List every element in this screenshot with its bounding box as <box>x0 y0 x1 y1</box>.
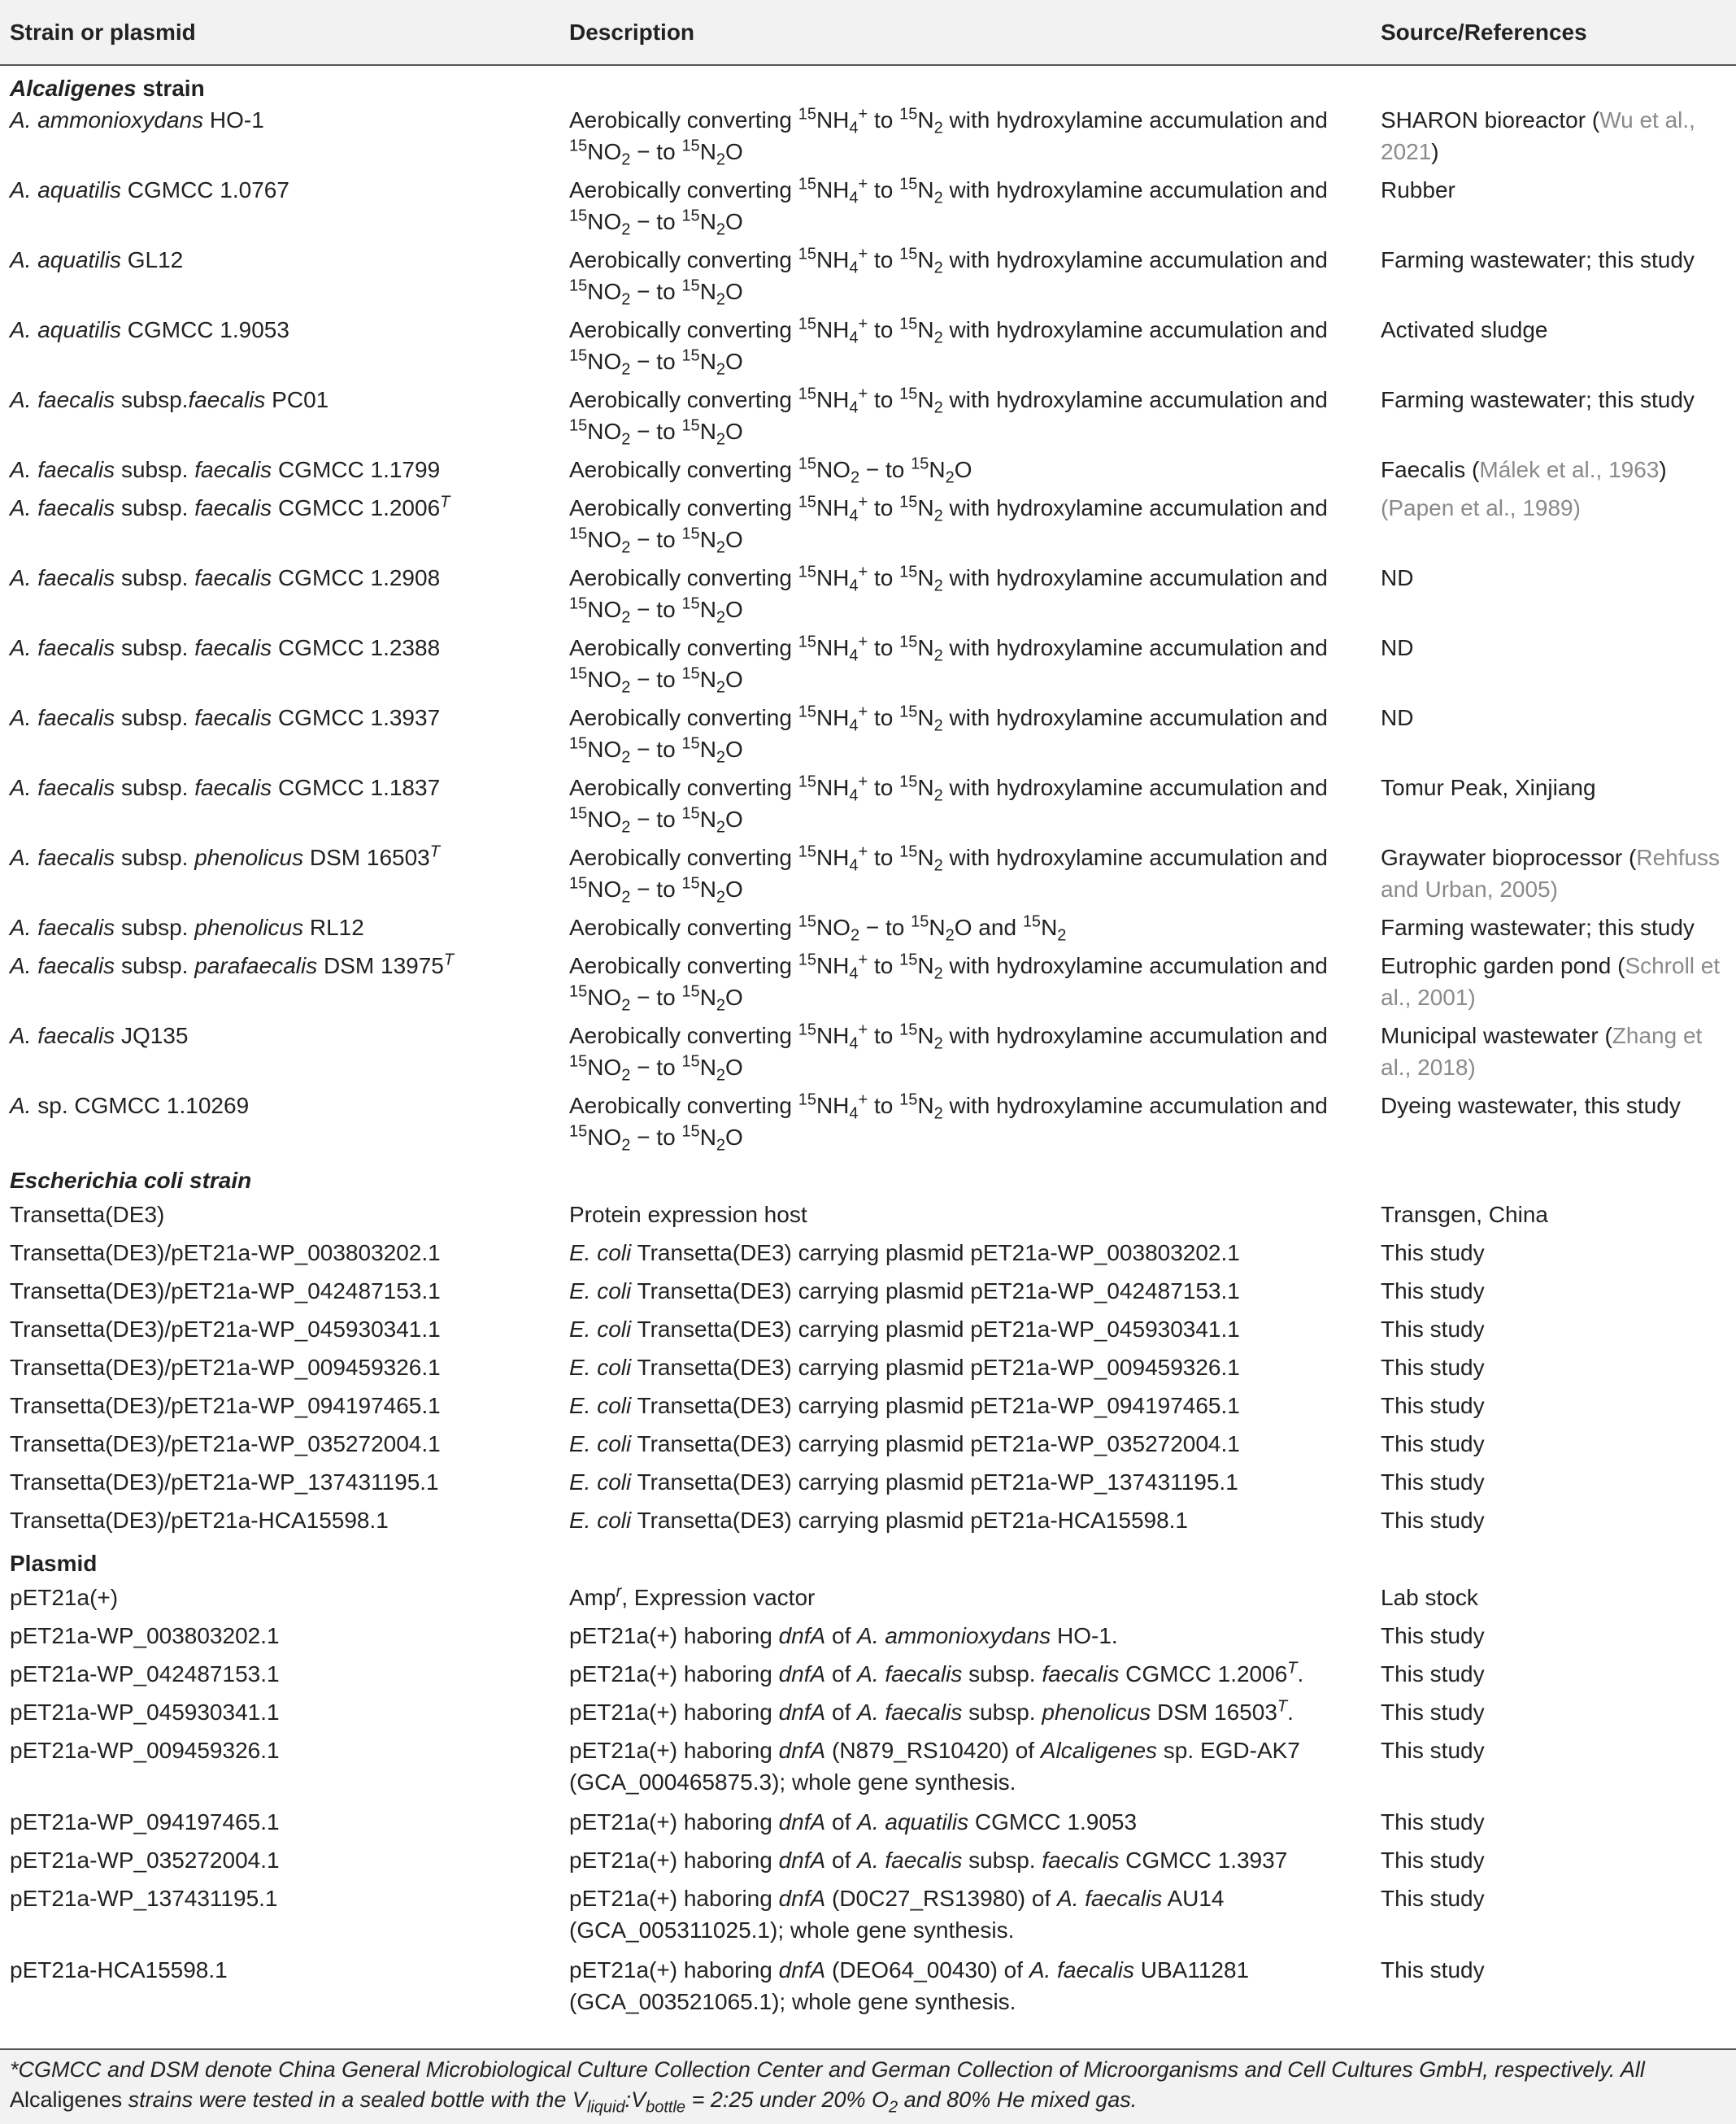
source-cell: Municipal wastewater (Zhang et al., 2018) <box>1381 1023 1703 1080</box>
description-cell: Protein expression host <box>569 1202 807 1227</box>
description-cell: Aerobically converting $^{15}NH_4^+$ to $^{15}N_2$ with hydroxylamine accumulation and $^{15}NO_2$ − to $^{15}N_2O$ <box>569 315 1328 379</box>
description-cell: Aerobically converting $^{15}NH_4^+$ to $^{15}N_2$ with hydroxylamine accumulation and $^{15}NO_2$ − to $^{15}N_2O$ <box>569 703 1328 767</box>
source-cell: Graywater bioprocessor (Rehfuss and Urban, 2005) <box>1381 845 1721 902</box>
description-cell: pET21a(+) haboring dnfA of A. faecalis subsp. faecalis CGMCC $1.2006^T$. <box>569 1659 1304 1687</box>
source-cell: This study <box>1381 1886 1485 1911</box>
table-row <box>0 1734 1736 1806</box>
strain-cell: A. faecalis subsp. faecalis CGMCC 1.3937 <box>10 705 441 730</box>
description-cell: E. coli Transetta(DE3) carrying plasmid pET21a-WP_009459326.1 <box>569 1355 1240 1380</box>
description-cell: Aerobically converting $^{15}NH_4^+$ to $^{15}N_2$ with hydroxylamine accumulation and $^{15}NO_2$ − to $^{15}N_2O$ <box>569 105 1328 169</box>
section-title: Plasmid <box>10 1551 98 1576</box>
source-cell: This study <box>1381 1431 1485 1456</box>
table-row <box>0 1428 1736 1466</box>
header-strain: Strain or plasmid <box>0 0 559 65</box>
type-strain-mark: T <box>429 842 440 861</box>
source-cell: This study <box>1381 1809 1485 1835</box>
description-cell: Aerobically converting $^{15}NH_4^+$ to $^{15}N_2$ with hydroxylamine accumulation and $^{15}NO_2$ − to $^{15}N_2O$ <box>569 245 1328 309</box>
table-header-row <box>0 0 1736 65</box>
source-cell: This study <box>1381 1508 1485 1533</box>
table-row <box>0 950 1736 1020</box>
strain-cell: A. sp. CGMCC 1.10269 <box>10 1093 250 1118</box>
source-cell: This study <box>1381 1957 1485 1983</box>
description-cell: Aerobically converting $^{15}NH_4^+$ to $^{15}N_2$ with hydroxylamine accumulation and $^{15}NO_2$ − to $^{15}N_2O$ <box>569 493 1328 557</box>
table-row <box>0 1882 1736 1954</box>
section-word: strain <box>136 76 205 101</box>
source-cell: ND <box>1381 705 1414 730</box>
table-row <box>0 1390 1736 1428</box>
reference-link[interactable]: Papen et al., 1989 <box>1388 495 1573 520</box>
strain-cell: A. faecalis subsp. faecalis CGMCC $1.2006^T$ <box>10 493 450 520</box>
strain-cell: pET21a(+) <box>10 1585 119 1610</box>
source-cell: This study <box>1381 1661 1485 1687</box>
header-source: Source/References <box>1371 0 1736 65</box>
description-cell: pET21a(+) haboring dnfA of A. faecalis subsp. phenolicus DSM $16503^T$. <box>569 1697 1294 1725</box>
table-row <box>0 1582 1736 1620</box>
source-cell: Farming wastewater; this study <box>1381 915 1695 940</box>
strain-cell: Transetta(DE3)/pET21a-WP_045930341.1 <box>10 1317 441 1342</box>
reference-link[interactable]: Málek et al., 1963 <box>1479 457 1660 482</box>
strain-cell: Transetta(DE3)/pET21a-WP_009459326.1 <box>10 1355 441 1380</box>
source-cell: This study <box>1381 1355 1485 1380</box>
table-row <box>0 384 1736 454</box>
strain-cell: A. faecalis subsp. faecalis CGMCC 1.1837 <box>10 775 441 800</box>
strain-cell: A. faecalis subsp. phenolicus RL12 <box>10 915 364 940</box>
section-genus: Alcaligenes <box>10 76 137 101</box>
source-cell: Dyeing wastewater, this study <box>1381 1093 1681 1118</box>
table-row <box>0 1806 1736 1844</box>
table-row <box>0 244 1736 314</box>
strain-cell: A. aquatilis CGMCC 1.0767 <box>10 177 289 202</box>
table-row <box>0 1237 1736 1275</box>
description-cell: Aerobically converting $^{15}NO_2$ − to $^{15}N_2O$ <box>569 455 972 487</box>
source-cell: This study <box>1381 1469 1485 1495</box>
description-cell: Aerobically converting $^{15}NH_4^+$ to $^{15}N_2$ with hydroxylamine accumulation and $^{15}NO_2$ − to $^{15}N_2O$ <box>569 1090 1328 1155</box>
source-cell: Faecalis (Málek et al., 1963) <box>1381 457 1667 482</box>
description-cell: Amp$^r$, Expression vactor <box>569 1582 816 1610</box>
type-strain-mark: T <box>440 493 450 511</box>
table-row <box>0 1954 1736 2026</box>
strain-cell: pET21a-WP_045930341.1 <box>10 1700 280 1725</box>
table-row <box>0 1658 1736 1696</box>
source-cell: This study <box>1381 1738 1485 1763</box>
description-cell: Aerobically converting $^{15}NH_4^+$ to $^{15}N_2$ with hydroxylamine accumulation and $^{15}NO_2$ − to $^{15}N_2O$ <box>569 951 1328 1015</box>
strain-cell: A. faecalis subsp. parafaecalis DSM $13975^T$ <box>10 951 455 978</box>
strain-cell: A. faecalis JQ135 <box>10 1023 189 1048</box>
strain-cell: A. faecalis subsp. faecalis CGMCC 1.2908 <box>10 565 441 590</box>
table-footnote: *CGMCC and DSM denote China General Microbiological Culture Collection Center and German Collection of Microorganisms and Cell Cultures GmbH, respectively. All Alcaligenes strains were tested in a sealed bottle with the $V_{liquid}:V_{bottle}$ = 2:25 under 20% $O_2$ and 80% He mixed gas. <box>0 2048 1736 2124</box>
source-cell: This study <box>1381 1623 1485 1648</box>
source-cell: Tomur Peak, Xinjiang <box>1381 775 1596 800</box>
table-row <box>0 174 1736 244</box>
table-row <box>0 632 1736 702</box>
source-cell: Lab stock <box>1381 1585 1478 1610</box>
strain-cell: A. ammonioxydans HO-1 <box>10 107 264 133</box>
strain-cell: pET21a-WP_035272004.1 <box>10 1848 280 1873</box>
strain-cell: Transetta(DE3)/pET21a-WP_094197465.1 <box>10 1393 441 1418</box>
table-row <box>0 1275 1736 1313</box>
strain-cell: Transetta(DE3)/pET21a-WP_137431195.1 <box>10 1469 439 1495</box>
table-row <box>0 1696 1736 1734</box>
description-cell: E. coli Transetta(DE3) carrying plasmid pET21a-WP_003803202.1 <box>569 1240 1240 1265</box>
strain-cell: pET21a-WP_009459326.1 <box>10 1738 280 1763</box>
source-cell: This study <box>1381 1278 1485 1304</box>
header-description: Description <box>559 0 1371 65</box>
strain-cell: A. aquatilis CGMCC 1.9053 <box>10 317 289 342</box>
source-cell: This study <box>1381 1317 1485 1342</box>
table-row <box>0 772 1736 842</box>
table-row <box>0 562 1736 632</box>
strain-cell: pET21a-WP_094197465.1 <box>10 1809 280 1835</box>
source-cell: Farming wastewater; this study <box>1381 387 1695 412</box>
strain-cell: Transetta(DE3)/pET21a-WP_003803202.1 <box>10 1240 441 1265</box>
source-cell: Rubber <box>1381 177 1455 202</box>
strain-cell: pET21a-HCA15598.1 <box>10 1957 228 1983</box>
ecoli-rows <box>0 1199 1736 1543</box>
description-cell: Aerobically converting $^{15}NH_4^+$ to $^{15}N_2$ with hydroxylamine accumulation and $^{15}NO_2$ − to $^{15}N_2O$ <box>569 1021 1328 1085</box>
reference-link[interactable]: Schroll et al., 2001 <box>1381 953 1721 1010</box>
strain-cell: A. faecalis subsp.faecalis PC01 <box>10 387 329 412</box>
table-row <box>0 1844 1736 1882</box>
description-cell: E. coli Transetta(DE3) carrying plasmid pET21a-WP_137431195.1 <box>569 1469 1238 1495</box>
description-cell: pET21a(+) haboring dnfA (D0C27_RS13980) of A. faecalis AU14 (GCA_005311025.1); whole gene synthesis. <box>569 1886 1225 1943</box>
source-cell: Activated sludge <box>1381 317 1548 342</box>
description-cell: Aerobically converting $^{15}NO_2$ − to $^{15}N_2O$ and $^{15}N_2$ <box>569 912 1067 945</box>
type-strain-mark: T <box>443 951 455 969</box>
source-cell: Transgen, China <box>1381 1202 1548 1227</box>
table-row <box>0 842 1736 912</box>
table-row <box>0 1351 1736 1390</box>
table-row <box>0 314 1736 384</box>
reference-link[interactable]: Zhang et al., 2018 <box>1381 1023 1703 1080</box>
table-row <box>0 1020 1736 1090</box>
strain-cell: A. faecalis subsp. faecalis CGMCC 1.1799 <box>10 457 441 482</box>
source-cell: This study <box>1381 1848 1485 1873</box>
reference-link[interactable]: Rehfuss and Urban, 2005 <box>1381 845 1721 902</box>
description-cell: Aerobically converting $^{15}NH_4^+$ to $^{15}N_2$ with hydroxylamine accumulation and $^{15}NO_2$ − to $^{15}N_2O$ <box>569 175 1328 239</box>
strain-cell: A. aquatilis GL12 <box>10 247 184 272</box>
strain-cell: pET21a-WP_137431195.1 <box>10 1886 278 1911</box>
description-cell: pET21a(+) haboring dnfA of A. faecalis subsp. faecalis CGMCC 1.3937 <box>569 1848 1288 1873</box>
footnote-divider <box>0 2048 1736 2050</box>
description-cell: Aerobically converting $^{15}NH_4^+$ to $^{15}N_2$ with hydroxylamine accumulation and $^{15}NO_2$ − to $^{15}N_2O$ <box>569 842 1328 907</box>
table-row <box>0 1199 1736 1237</box>
table-row <box>0 1466 1736 1504</box>
description-cell: Aerobically converting $^{15}NH_4^+$ to $^{15}N_2$ with hydroxylamine accumulation and $^{15}NO_2$ − to $^{15}N_2O$ <box>569 773 1328 837</box>
description-cell: pET21a(+) haboring dnfA of A. ammonioxydans HO-1. <box>569 1623 1118 1648</box>
description-cell: E. coli Transetta(DE3) carrying plasmid pET21a-HCA15598.1 <box>569 1508 1189 1533</box>
source-cell: ND <box>1381 635 1414 660</box>
description-cell: pET21a(+) haboring dnfA (N879_RS10420) of Alcaligenes sp. EGD-AK7 (GCA_000465875.3); whole gene synthesis. <box>569 1738 1300 1795</box>
strain-cell: pET21a-WP_003803202.1 <box>10 1623 280 1648</box>
strain-cell: Transetta(DE3)/pET21a-HCA15598.1 <box>10 1508 389 1533</box>
strain-cell: Transetta(DE3)/pET21a-WP_042487153.1 <box>10 1278 441 1304</box>
table-row <box>0 912 1736 950</box>
section-plasmid <box>0 1543 1736 1582</box>
strain-cell: Transetta(DE3) <box>10 1202 165 1227</box>
table-row <box>0 702 1736 772</box>
source-cell: Farming wastewater; this study <box>1381 247 1695 272</box>
description-cell: E. coli Transetta(DE3) carrying plasmid pET21a-WP_035272004.1 <box>569 1431 1240 1456</box>
table-row <box>0 1620 1736 1658</box>
source-cell: SHARON bioreactor (Wu et al., 2021) <box>1381 107 1695 164</box>
table-row <box>0 1504 1736 1543</box>
strain-cell: A. faecalis subsp. faecalis CGMCC 1.2388 <box>10 635 441 660</box>
description-cell: Aerobically converting $^{15}NH_4^+$ to $^{15}N_2$ with hydroxylamine accumulation and $^{15}NO_2$ − to $^{15}N_2O$ <box>569 563 1328 627</box>
source-cell: ND <box>1381 565 1414 590</box>
table-row <box>0 104 1736 174</box>
source-cell: Eutrophic garden pond (Schroll et al., 2001) <box>1381 953 1721 1010</box>
source-cell: (Papen et al., 1989) <box>1381 495 1581 520</box>
source-cell: This study <box>1381 1393 1485 1418</box>
description-cell: pET21a(+) haboring dnfA of A. aquatilis CGMCC 1.9053 <box>569 1809 1138 1835</box>
table-row <box>0 492 1736 562</box>
source-cell: This study <box>1381 1700 1485 1725</box>
strain-cell: Transetta(DE3)/pET21a-WP_035272004.1 <box>10 1431 441 1456</box>
section-alcaligenes <box>0 65 1736 104</box>
description-cell: Aerobically converting $^{15}NH_4^+$ to $^{15}N_2$ with hydroxylamine accumulation and $^{15}NO_2$ − to $^{15}N_2O$ <box>569 385 1328 449</box>
table-row <box>0 1090 1736 1160</box>
description-cell: E. coli Transetta(DE3) carrying plasmid pET21a-WP_042487153.1 <box>569 1278 1240 1304</box>
section-title: Escherichia coli strain <box>10 1168 252 1193</box>
table-row <box>0 1313 1736 1351</box>
section-escherichia-coli <box>0 1160 1736 1199</box>
description-cell: pET21a(+) haboring dnfA (DEO64_00430) of A. faecalis UBA11281 (GCA_003521065.1); whole gene synthesis. <box>569 1957 1250 2014</box>
strain-cell: pET21a-WP_042487153.1 <box>10 1661 280 1687</box>
source-cell: This study <box>1381 1240 1485 1265</box>
description-cell: Aerobically converting $^{15}NH_4^+$ to $^{15}N_2$ with hydroxylamine accumulation and $^{15}NO_2$ − to $^{15}N_2O$ <box>569 633 1328 697</box>
description-cell: E. coli Transetta(DE3) carrying plasmid pET21a-WP_045930341.1 <box>569 1317 1240 1342</box>
table-row <box>0 454 1736 492</box>
description-cell: E. coli Transetta(DE3) carrying plasmid pET21a-WP_094197465.1 <box>569 1393 1240 1418</box>
reference-link[interactable]: Wu et al., 2021 <box>1381 107 1695 164</box>
strain-cell: A. faecalis subsp. phenolicus DSM $16503^T$ <box>10 842 440 870</box>
